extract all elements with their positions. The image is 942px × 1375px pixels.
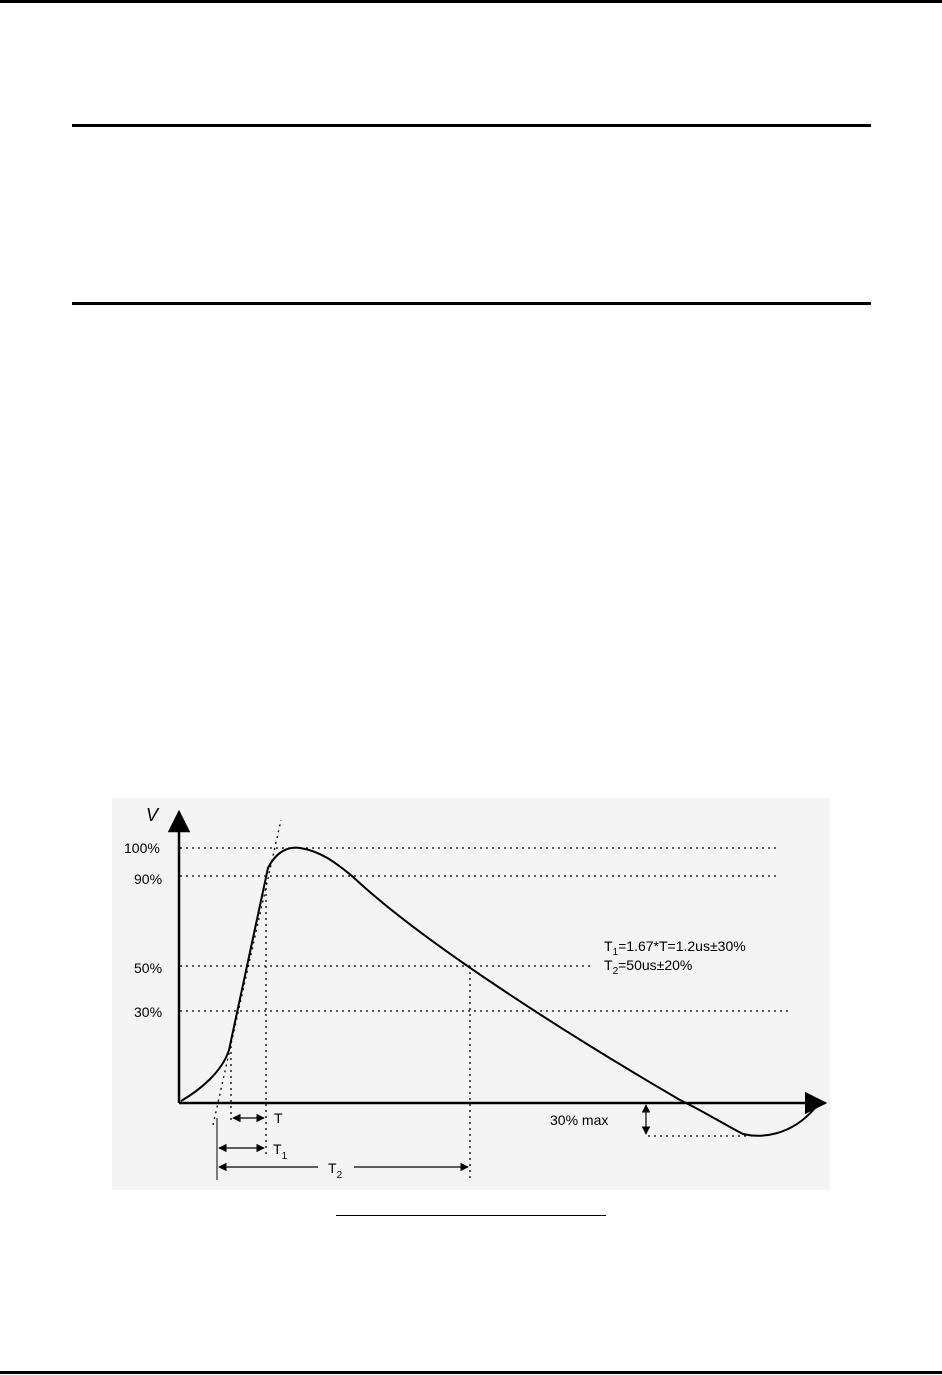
caption-underline bbox=[336, 1215, 606, 1216]
t2-label: $T_2$ bbox=[328, 1160, 343, 1181]
level-label-50: 50% bbox=[134, 960, 163, 976]
t1-label: $T_1$ bbox=[273, 1141, 288, 1162]
level-label-30: 30% bbox=[134, 1004, 163, 1020]
formula-t1: $T_1=1.67*T=1.2us\pm 30\%$ bbox=[604, 938, 746, 958]
y-axis-label: V bbox=[146, 805, 159, 825]
page-bottom-border bbox=[0, 1371, 942, 1374]
level-label-100: 100% bbox=[124, 840, 160, 856]
formula-t2: $T_2=50us\pm 20\%$ bbox=[604, 957, 693, 977]
t-label: T bbox=[274, 1110, 283, 1126]
front-extension-line bbox=[213, 820, 281, 1125]
level-label-90: 90% bbox=[134, 871, 163, 887]
undershoot-label: 30% max bbox=[550, 1112, 609, 1128]
waveform-curve bbox=[181, 848, 815, 1136]
